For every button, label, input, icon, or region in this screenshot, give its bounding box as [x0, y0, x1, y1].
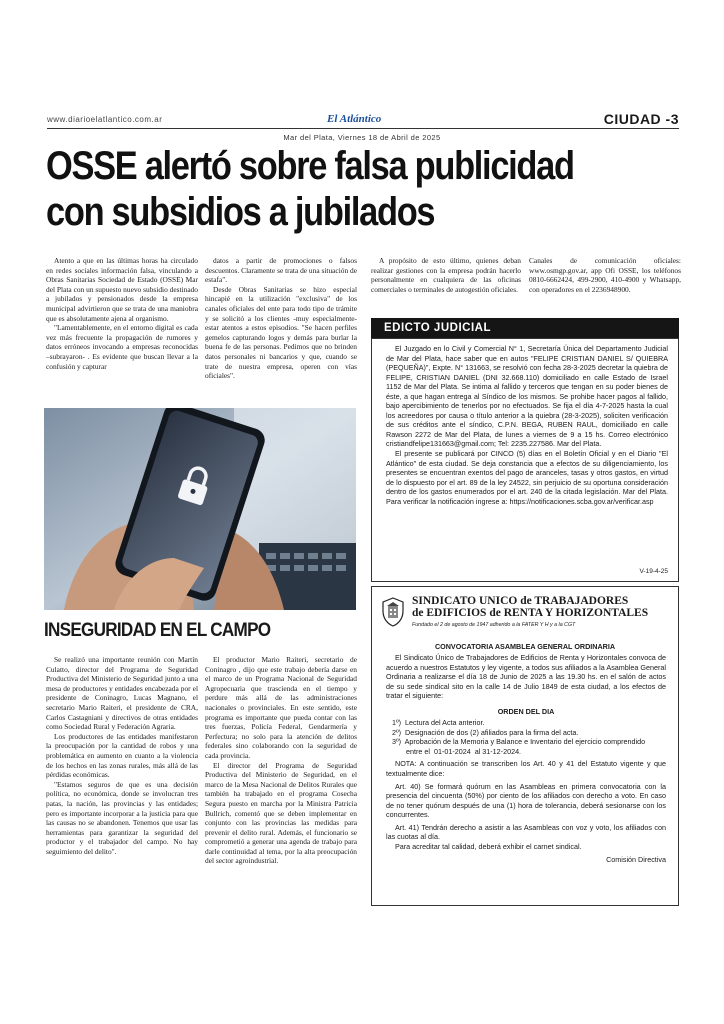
sindicato-notice	[371, 586, 679, 906]
paragraph: El Sindicato Único de Trabajadores de Edificios de Renta y Horizontales convoca de acuerdo a nuestros Estatutos y ley vigente, a todos sus afiliados a la Asamblea General Ordinaria a realizarse el día 18 de Junio de 2025 a las 19.30 hs. en el salón de actos de su sede sindical sito en la calle 14 de Julio 1849 de esta ciudad, a los efectos de tratar el siguiente:	[386, 653, 666, 701]
headline-line-1: OSSE alertó sobre falsa publicidad	[46, 144, 574, 188]
orden-del-dia-title: ORDEN DEL DIA	[497, 706, 555, 716]
orden-item: 2º) Designación de dos (2) afiliados para la firma del acta.	[392, 727, 579, 737]
orden-item: entre el 01-01-2024 al 31-12-2024.	[392, 746, 522, 756]
article1-column-3	[371, 256, 521, 294]
paragraph: "Estamos seguros de que es una decisión política, no económica, donde se involucran tres patas, la nación, las provincias y las entidades; pero es importante incorporar a la justicia para que las causas no se abandonen. Tenemos que usar las herramientas para garantizar la seguridad del productor y el trabajador del campo. No hay seguimiento del delito".	[46, 779, 198, 856]
article1-column-1	[46, 256, 198, 371]
article1-column-4	[529, 256, 681, 294]
sindicato-name	[412, 595, 648, 619]
section-label: CIUDAD -3	[603, 111, 679, 127]
phone-lock-illustration	[44, 408, 356, 610]
paragraph: El productor Mario Raiteri, secretario de Coninagro , dijo que este trabajo debería darse en el marco de un Programa Nacional de Seguridad Agropecuaria que trascienda en el tiempo y perdure más allá de las administraciones nacionales o provinciales. En este sentido, este programa es importante que pueda contar con las tres fuerzas, Policía Federal, Gendarmería y Perfectura; no solo para la atención de delitos federales sino colaborando con la seguridad de cada provincia.	[205, 655, 357, 760]
paragraph: datos a partir de promociones o falsos descuentos. Claramente se trata de una situación de estafa".	[205, 256, 357, 285]
edicto-box	[371, 338, 679, 582]
sindicato-founded: Fundado el 2 de agosto de 1947 adherido a la FATER Y H y a la CGT	[412, 622, 576, 628]
orden-item: 1º) Lectura del Acta anterior.	[392, 718, 485, 728]
article2-column-2	[205, 655, 357, 866]
sindicato-name-line-1: SINDICATO UNICO de TRABAJADORES	[412, 595, 629, 607]
edicto-body	[386, 344, 668, 506]
sindicato-name-line-2: de EDIFICIOS de RENTA Y HORIZONTALES	[412, 607, 649, 619]
paragraph: El Juzgado en lo Civil y Comercial N° 1, Secretaría Única del Departamento Judicial de Mar del Plata, hace saber que en autos "FELIPE CRISTIAN DANIEL S/ QUIEBRA (PEQUEÑA)", Expte. N° 131663, se resolvió con fecha 28-3-2025 decretar la quiebra de FELIPE, CRISTIAN DANIEL (DNI 32.668.110) domiciliado en calle Estado de Israel 1152 de Mar del Plata. Se intima al fallido y terceros que tengan en su poder bienes de éste, a que hagan entrega al Síndico de los mismos. Se prohibe hacer pagos al fallido, bajo apercibimiento de tenerlos por no efectuados. Se fija el día 4-7-2025 hasta la cual los acreedores por causa o título anterior a la quiebra (28-3-2025), soliciten verificación de sus créditos ante el síndico, C.P.N. BEGA, RUBEN RAUL, domiciliado en calle Rawson 2272 de Mar del Plata, de lunes a viernes de 9 a 15 hs. Correo electrónico cristiandfelipe131663@gmail.com; Tel: 2235.227586. Mar del Plata.	[386, 344, 668, 449]
paragraph: A propósito de esto último, quienes deban realizar gestiones con la empresa podrán hacerlo personalmente en cualquiera de las oficinas comerciales o terminales de autogestión oficiales.	[371, 256, 521, 294]
signature: Comisión Directiva	[606, 855, 666, 865]
paragraph: Atento a que en las últimas horas ha circulado en redes sociales información falsa, vinculando a Obras Sanitarias Sociedad de Estado (OSSE) Mar del Plata con un supuesto nuevo subsidio destinado a jubilados y pensionados desde la empresa municipal advirtieron que se trata de una maniobra que es absolutamente ajena al organismo.	[46, 256, 198, 323]
paragraph: Canales de comunicación oficiales: www.osmgp.gov.ar, app Ofi OSSE, los teléfonos 0810-6662424, 499-2900, 410-4900 y Whatsapp, con operadores en el 2236948900.	[529, 256, 681, 294]
edicto-reference: V-19-4-25	[639, 568, 668, 576]
paragraph: Los productores de las entidades manifestaron la preocupación por la cantidad de robos y una problemática en aumento en cuanto a la violencia de los hechos en las zonas rurales, más allá de las pérdidas económicas.	[46, 731, 198, 780]
paragraph: Para acreditar tal calidad, deberá exhibir el carnet sindical.	[395, 841, 582, 851]
union-emblem-icon	[382, 597, 404, 627]
article1-column-2	[205, 256, 357, 381]
newspaper-logo: El Atlántico	[327, 113, 382, 125]
website-url: www.diarioelatlantico.com.ar	[47, 115, 163, 124]
phone-lock-photo	[44, 408, 356, 610]
paragraph: NOTA: A continuación se transcriben los Art. 40 y 41 del Estatuto vigente y que textualmente dice:	[386, 759, 666, 779]
paragraph: Art. 40) Se formará quórum en las Asambleas en primera convocatoria con la presencia del cincuenta (50%) por ciento de los afiliados con derecho a voto. En caso de no tener quórum después de una (1) hora de tolerancia, deberá sesionarse con los concurrentes.	[386, 781, 666, 820]
article2-column-1	[46, 655, 198, 856]
paragraph: El presente se publicará por CINCO (5) días en el Boletín Oficial y en el Diario "El Atlántico" de esta ciudad. Se deja constancia que a efectos de su diligenciamiento, los presentes se encuentran exentos del pago de aranceles, tasas y otros gastos, en virtud de lo dispuesto por el art. 89 de la ley 24522, sin perjuicio de su oportuna consideración dentro de los gastos enumerados por el art. 240 de la citada legislación. Mar del Plata. Para verificar la notificación ingrese a: https://notificaciones.scba.gov.ar/verificar.asp	[386, 449, 668, 506]
convocatoria-title: CONVOCATORIA ASAMBLEA GENERAL ORDINARIA	[434, 642, 616, 651]
article2-headline: INSEGURIDAD EN EL CAMPO	[44, 620, 271, 641]
sindicato-body	[386, 653, 666, 865]
orden-item: 3º) Aprobación de la Memoria y Balance e Inventario del ejercicio comprendido	[392, 737, 646, 747]
issue-date: Mar del Plata, Viernes 18 de Abril de 2025	[283, 133, 441, 142]
paragraph: El director del Programa de Seguridad Productiva del Ministerio de Seguridad, en el marco de la Mesa Nacional de Delitos Rurales que también ha trabajado en el programa Cosecha Segura puesto en marcha por la Ministra Patricia Bullrich, comentó que se deben implementar en conjunto con las provincias las medidas para prevenir el delito rural. Además, el funcionario se comprometió a generar una agenda de trabajo para darle continuidad al tema, por la alta preocupación del sector agroindustrial.	[205, 760, 357, 866]
header-rule	[47, 128, 679, 129]
main-headline	[46, 143, 596, 235]
paragraph: Se realizó una importante reunión con Martín Culatto, director del Programa de Seguridad Productiva del Ministerio de Seguridad junto a una mesa de productores y entidades encabezada por el presidente de Coninagro, Lucas Magnano, el secretario Mario Raiteri, el presidente de CRA, Carlos Castagniani y directivos de otras entidades como Sociedad Rural y Federación Agraria.	[46, 655, 198, 732]
paragraph: Art. 41) Tendrán derecho a asistir a las Asambleas con voz y voto, los afiliados con las cuotas al día.	[386, 822, 666, 842]
paragraph: "Lamentablemente, en el entorno digital es cada vez más frecuente la propagación de rumores y datos erróneos invocando a empresas reconocidas –subrayaron- . Es evidente que buscan llevar a la confusión y capturar	[46, 323, 198, 371]
edicto-header: EDICTO JUDICIAL	[371, 318, 679, 338]
paragraph: Desde Obras Sanitarias se hizo especial hincapié en la utilización "exclusiva" de los canales oficiales del ente para todo tipo de trámite y se solicitó a los clientes -muy especialmente- estar atentos a estos episodios. "Se hacen perfiles gemelos capturando logos y demás para burlar la buena fe de las personas. Pedimos que no brinden datos personales ni bancarios y que, cuando se trate de nuestra empresa, operen con vías oficiales".	[205, 284, 357, 381]
headline-line-2: con subsidios a jubilados	[46, 190, 435, 234]
